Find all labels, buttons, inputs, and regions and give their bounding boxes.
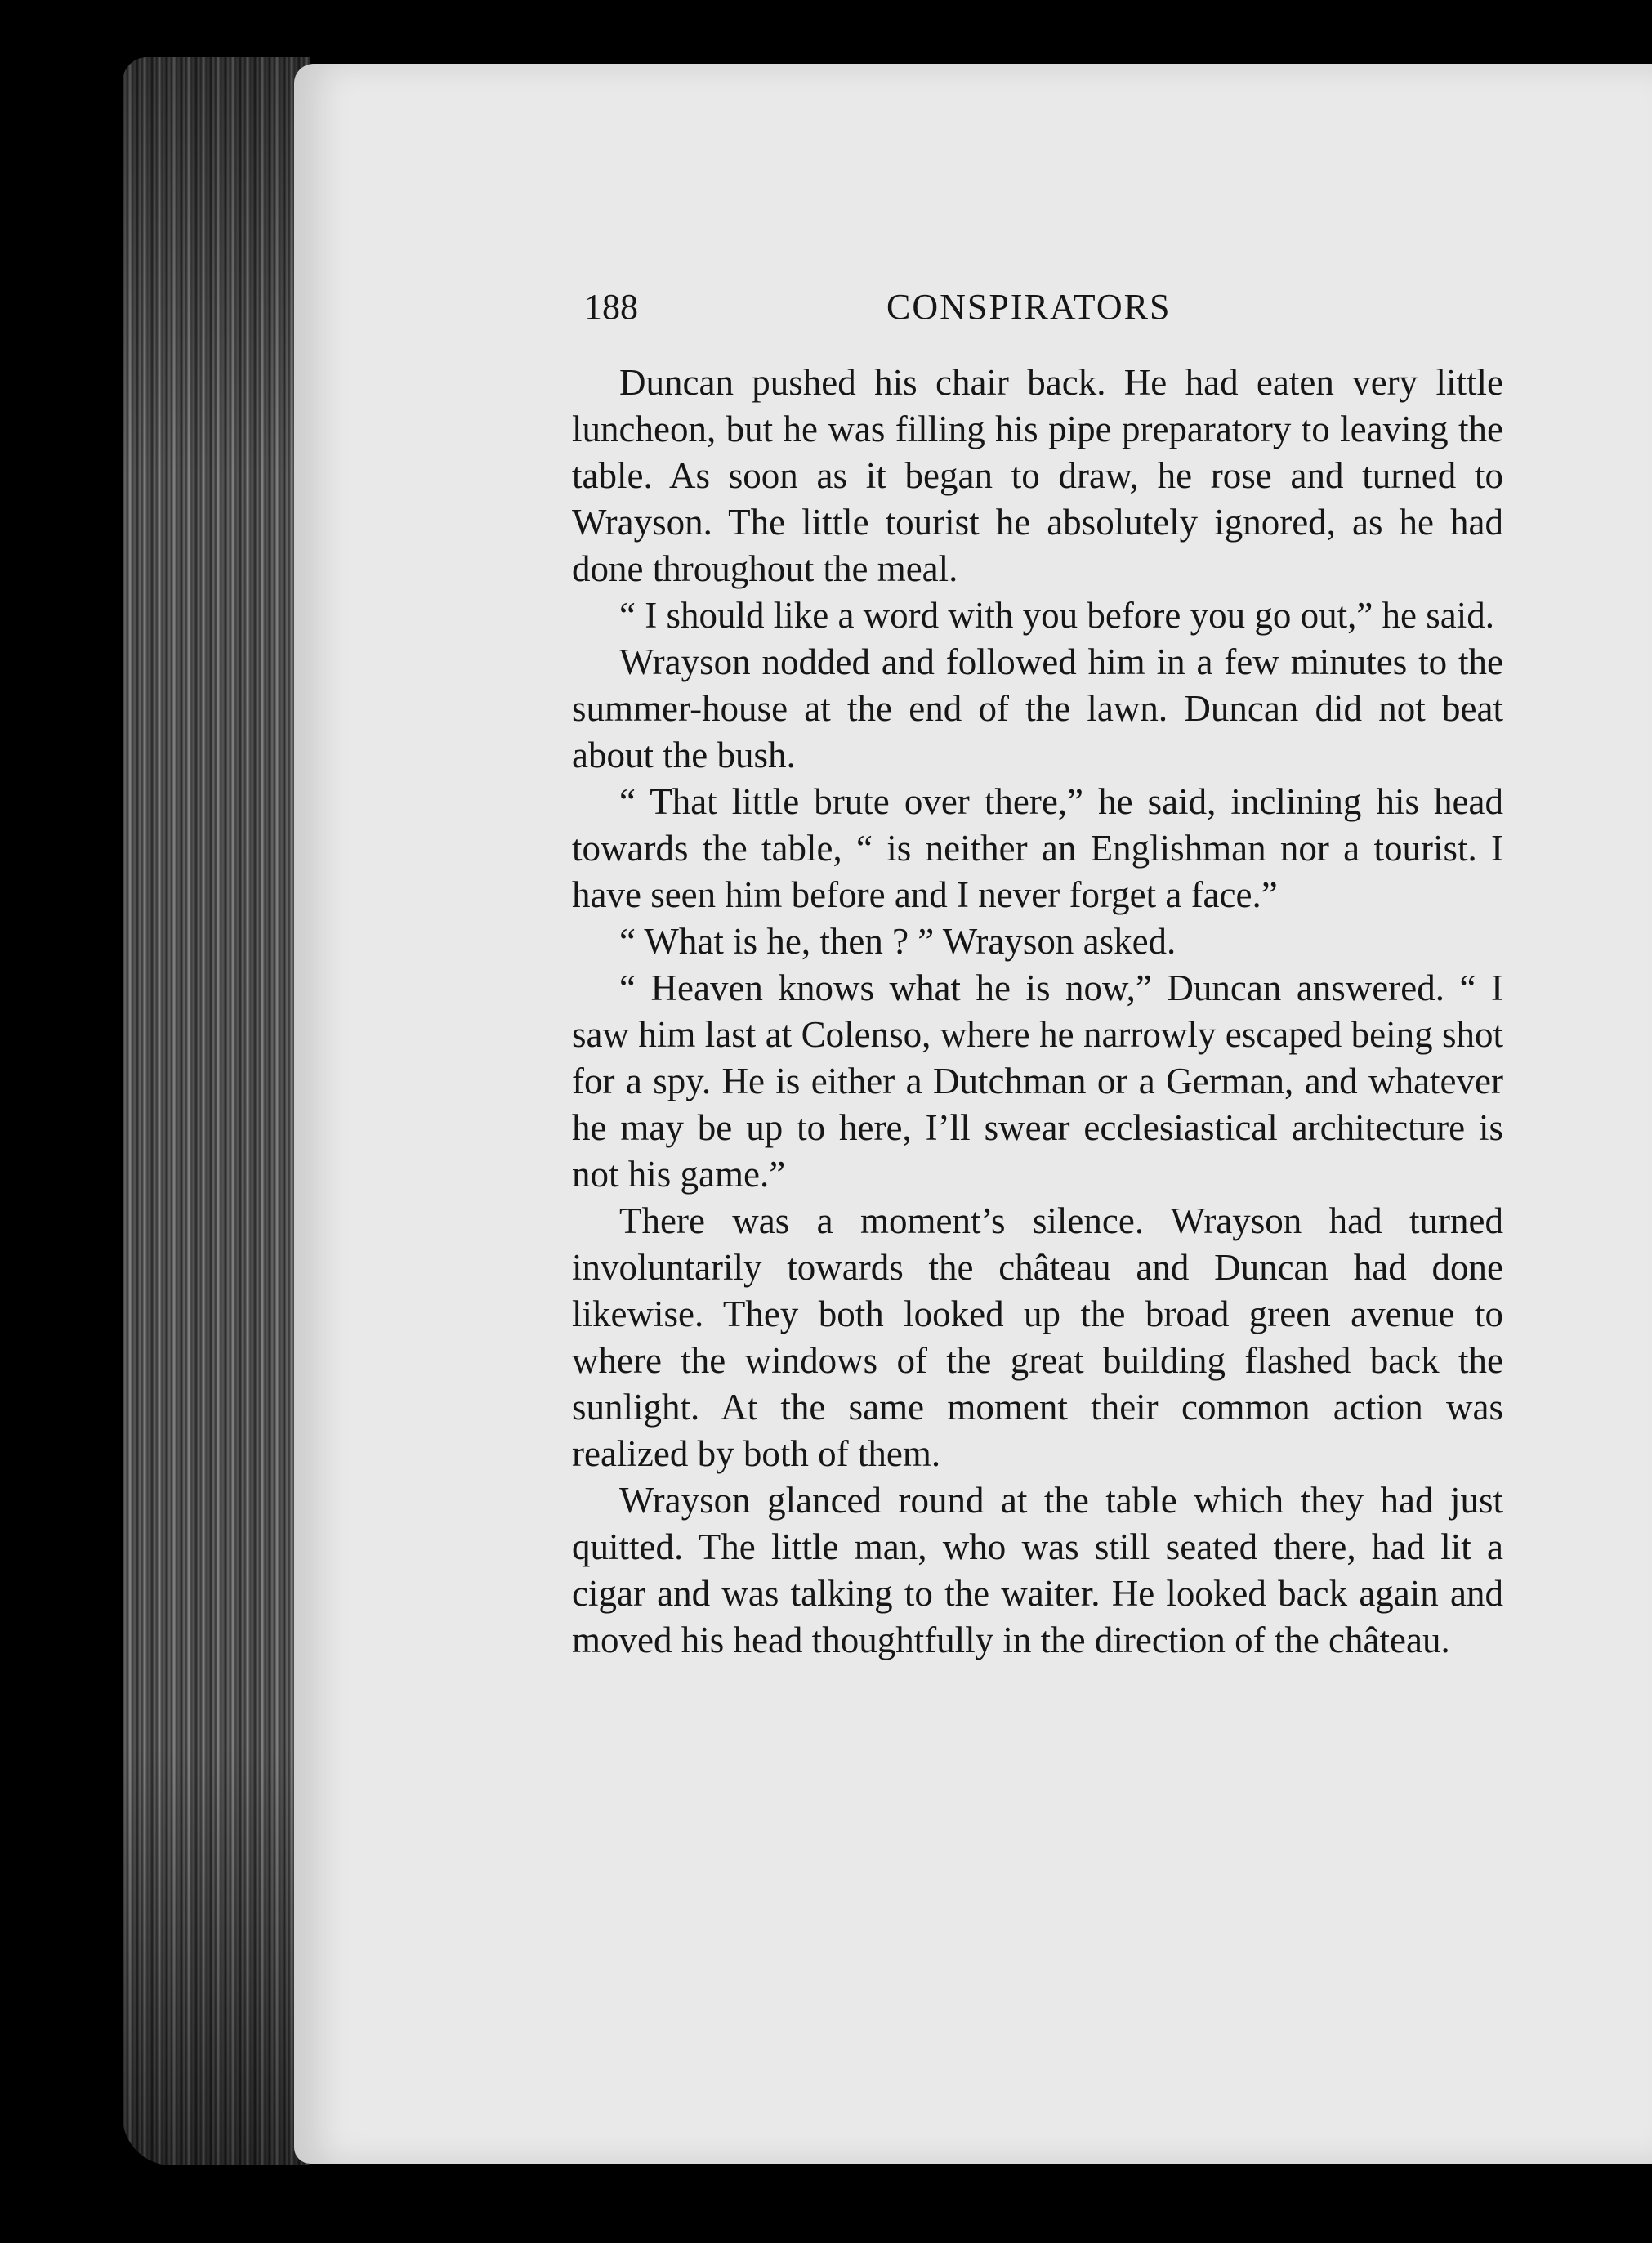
body-text xyxy=(572,360,1503,1664)
paragraph: “ Heaven knows what he is now,” Duncan answered. “ I saw him last at Colenso, where he narrowly escaped being shot for a spy. He is either a Dutchman or a German, and whatever he may be up to here, I’ll swear ecclesiastical architecture is not his game.” xyxy=(572,967,1503,1195)
paragraph: “ I should like a word with you before you go out,” he said. xyxy=(619,595,1495,636)
paragraph: Wrayson nodded and followed him in a few minutes to the summer-house at the end of the lawn. Duncan did not beat about the bush. xyxy=(572,641,1503,775)
paragraph: Duncan pushed his chair back. He had eaten very little luncheon, but he was filling his pipe preparatory to leaving the table. As soon as it began to draw, he rose and turned to Wrayson. The little tourist he absolutely ignored, as he had done throughout the meal. xyxy=(572,362,1503,589)
book-page-edges xyxy=(123,57,310,2165)
page-number: 188 xyxy=(584,287,638,327)
paragraph: “ That little brute over there,” he said, inclining his head towards the table, “ is neither an Englishman nor a tourist. I have seen him before and I never forget a face.” xyxy=(572,781,1503,915)
paragraph: “ What is he, then ? ” Wrayson asked. xyxy=(619,921,1176,962)
paragraph: There was a moment’s silence. Wrayson had turned involuntarily towards the château and Duncan had done likewise. They both looked up the broad green avenue to where the windows of the great building flashed back the sunlight. At the same moment their common action was realized by both of them. xyxy=(572,1200,1503,1474)
page-header xyxy=(584,286,1450,335)
running-title: CONSPIRATORS xyxy=(886,287,1172,327)
paragraph: Wrayson glanced round at the table which they had just quitted. The little man, who was still seated there, had lit a cigar and was talking to the waiter. He looked back again and moved his head thoughtfully in the direction of the château. xyxy=(572,1480,1503,1660)
